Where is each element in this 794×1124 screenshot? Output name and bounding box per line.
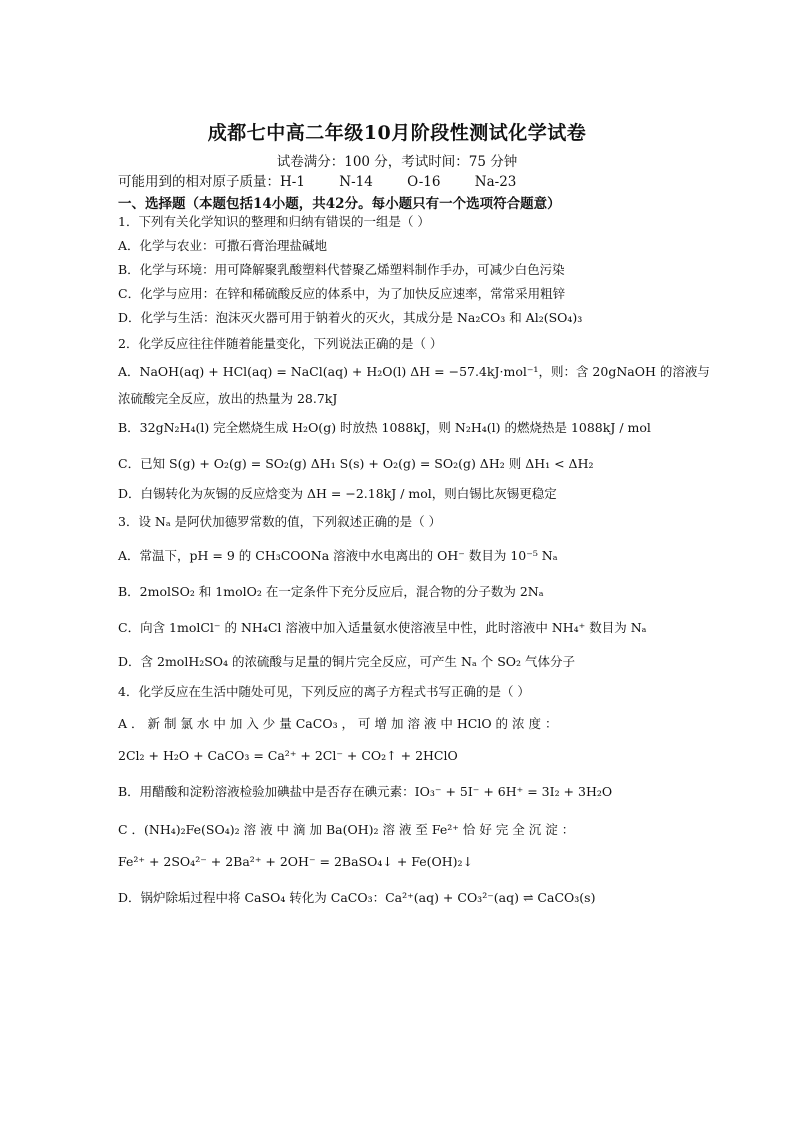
q4-stem: 4．化学反应在生活中随处可见，下列反应的离子方程式书写正确的是（ ） [118, 684, 530, 699]
q2-option-d: D．白锡转化为灰锡的反应焓变为 ΔH = −2.18kJ / mol，则白锡比灰锡更稳定 [118, 486, 557, 501]
q3-stem: 3．设 Nₐ 是阿伏加德罗常数的值，下列叙述正确的是（ ） [118, 514, 442, 529]
exam-subtitle: 试卷满分：100 分，考试时间：75 分钟 [276, 154, 518, 170]
q4-option-c-line1: C ．(NH₄)₂Fe(SO₄)₂ 溶 液 中 滴 加 Ba(OH)₂ 溶 液 至 Fe²⁺ 恰 好 完 全 沉 淀 ： [118, 822, 575, 837]
q3-option-d: D．含 2molH₂SO₄ 的浓硫酸与足量的铜片完全反应，可产生 Nₐ 个 SO₂ 气体分子 [118, 654, 576, 669]
q2-option-a-line1: A．NaOH(aq) + HCl(aq) = NaCl(aq) + H₂O(l) ΔH = −57.4kJ·mol⁻¹，则：含 20gNaOH 的溶液与 [118, 364, 710, 379]
q4-option-d: D．锅炉除垢过程中将 CaSO₄ 转化为 CaCO₃：Ca²⁺(aq) + CO₃²⁻(aq) ⇌ CaCO₃(s) [118, 890, 596, 905]
q3-option-a: A．常温下，pH = 9 的 CH₃COONa 溶液中水电离出的 OH⁻ 数目为 10⁻⁵ Nₐ [118, 548, 558, 563]
q3-option-b: B．2molSO₂ 和 1molO₂ 在一定条件下充分反应后，混合物的分子数为 2Nₐ [118, 584, 544, 599]
q1-option-c: C．化学与应用：在锌和稀硫酸反应的体系中，为了加快反应速率，常常采用粗锌 [118, 286, 566, 301]
exam-title: 成都七中高二年级10月阶段性测试化学试卷 [207, 122, 587, 144]
q4-option-b: B．用醋酸和淀粉溶液检验加碘盐中是否存在碘元素：IO₃⁻ + 5I⁻ + 6H⁺ = 3I₂ + 3H₂O [118, 784, 613, 799]
q4-option-a-line1: A ． 新 制 氯 水 中 加 入 少 量 CaCO₃ ， 可 增 加 溶 液 中 HClO 的 浓 度 ： [118, 716, 558, 731]
section-heading: 一、选择题（本题包括14小题，共42分。每小题只有一个选项符合题意） [118, 196, 561, 212]
q4-option-c-line2: Fe²⁺ + 2SO₄²⁻ + 2Ba²⁺ + 2OH⁻ = 2BaSO₄↓ + Fe(OH)₂↓ [118, 854, 474, 869]
q1-option-d: D．化学与生活：泡沫灭火器可用于钠着火的灭火，其成分是 Na₂CO₃ 和 Al₂(SO₄)₃ [118, 310, 583, 325]
q2-stem: 2．化学反应往往伴随着能量变化，下列说法正确的是（ ） [118, 336, 443, 351]
q2-option-c: C．已知 S(g) + O₂(g) = SO₂(g) ΔH₁ S(s) + O₂(g) = SO₂(g) ΔH₂ 则 ΔH₁ < ΔH₂ [118, 456, 594, 471]
q1-option-b: B．化学与环境：用可降解聚乳酸塑料代替聚乙烯塑料制作手办，可减少白色污染 [118, 262, 565, 277]
q4-option-a-line2: 2Cl₂ + H₂O + CaCO₃ = Ca²⁺ + 2Cl⁻ + CO₂↑ + 2HClO [118, 748, 458, 763]
q2-option-a-line2: 浓硫酸完全反应，放出的热量为 28.7kJ [118, 391, 338, 406]
q1-stem: 1．下列有关化学知识的整理和归纳有错误的一组是（ ） [118, 214, 430, 229]
q3-option-c: C．向含 1molCl⁻ 的 NH₄Cl 溶液中加入适量氨水使溶液呈中性，此时溶液中 NH₄⁺ 数目为 Nₐ [118, 620, 647, 635]
q1-option-a: A．化学与农业：可撒石膏治理盐碱地 [118, 238, 328, 253]
atomic-masses: 可能用到的相对原子质量：H-1 N-14 O-16 Na-23 [118, 174, 517, 190]
q2-option-b: B．32gN₂H₄(l) 完全燃烧生成 H₂O(g) 时放热 1088kJ，则 N₂H₄(l) 的燃烧热是 1088kJ / mol [118, 420, 651, 435]
